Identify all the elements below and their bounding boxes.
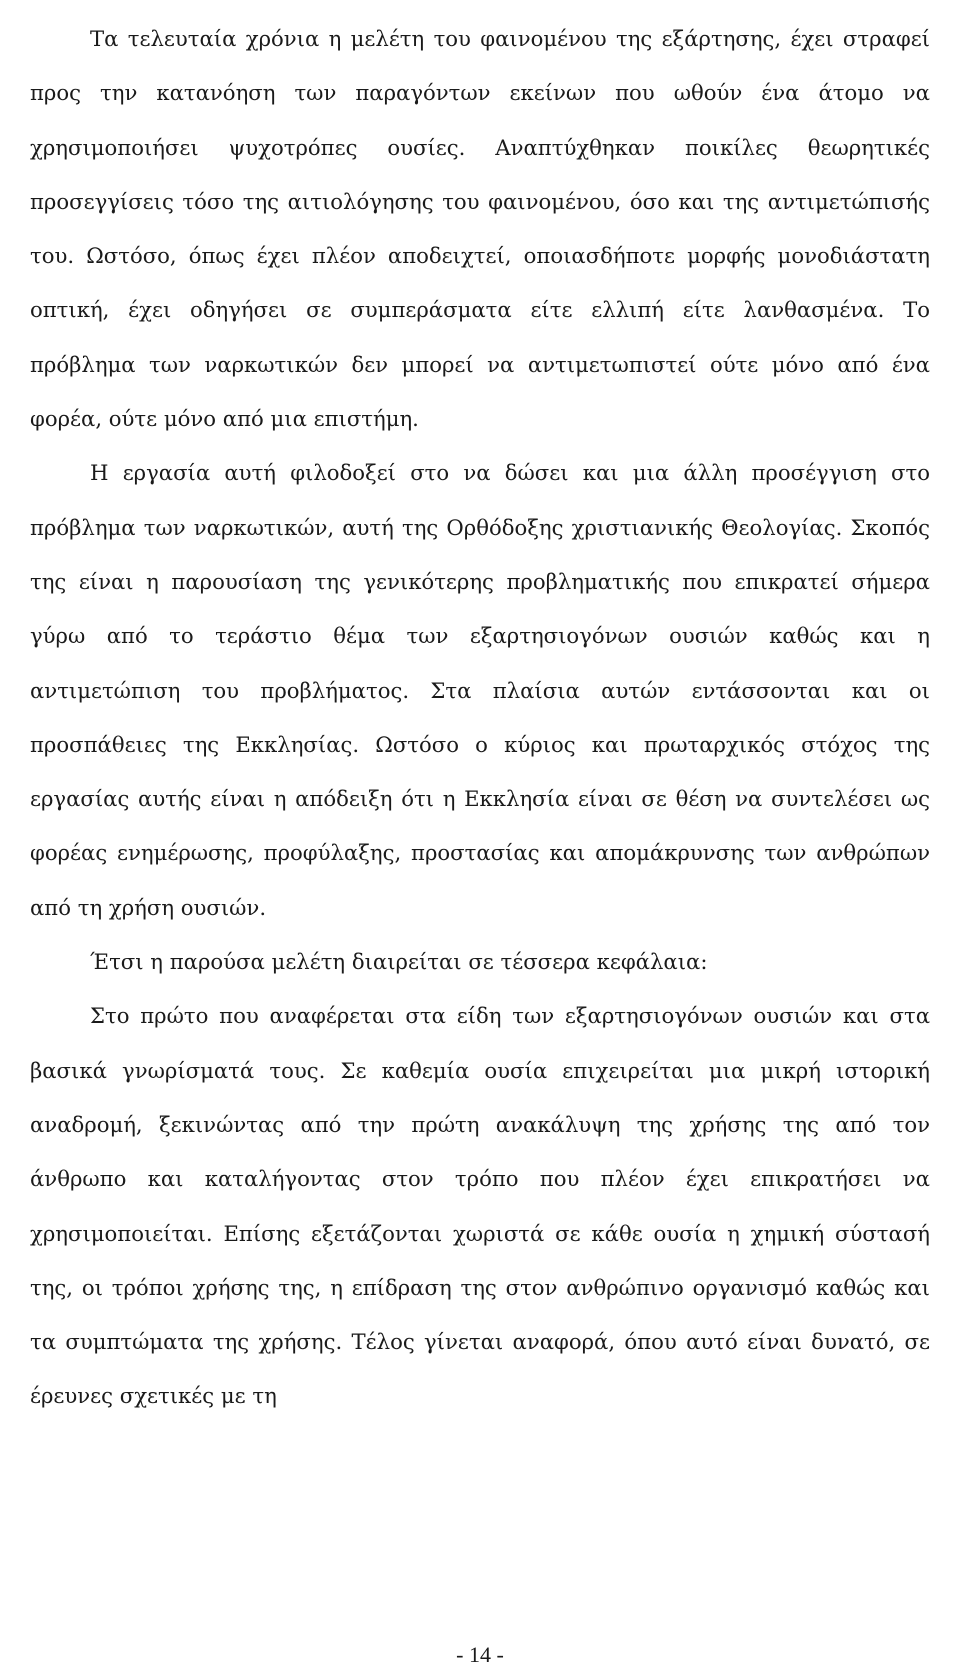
body-text [30,12,930,1424]
paragraph-chapter-one: Στο πρώτο που αναφέρεται στα είδη των εξαρτησιογόνων ουσιών και στα βασικά γνωρίσματά τους. Σε καθεμία ουσία επιχειρείται μια μικρή ιστορική αναδρομή, ξεκινώντας από την πρώτη ανακάλυψη της χρήσης της από τον άνθρωπο και καταλήγοντας στον τρόπο που πλέον έχει επικρατήσει να χρησιμοποιείται. Επίσης εξετάζονται χωριστά σε κάθε ουσία η χημική σύστασή της, οι τρόποι χρήσης της, η επίδραση της στον ανθρώπινο οργανισμό καθώς και τα συμπτώματα της χρήσης. Τέλος γίνεται αναφορά, όπου αυτό είναι δυνατό, σε έρευνες σχετικές με τη [30,1003,930,1409]
paragraph-structure: Έτσι η παρούσα μελέτη διαιρείται σε τέσσερα κεφάλαια: [90,949,708,975]
page-number: - 14 - [456,1642,504,1667]
paragraph-intro: Τα τελευταία χρόνια η μελέτη του φαινομένου της εξάρτησης, έχει στραφεί προς την κατανόηση των παραγόντων εκείνων που ωθούν ένα άτομο να χρησιμοποιήσει ψυχοτρόπες ουσίες. Αναπτύχθηκαν ποικίλες θεωρητικές προσεγγίσεις τόσο της αιτιολόγησης του φαινομένου, όσο και της αντιμετώπισής του. Ωστόσο, όπως έχει πλέον αποδειχτεί, οποιασδήποτε μορφής μονοδιάστατη οπτική, έχει οδηγήσει σε συμπεράσματα είτε ελλιπή είτε λανθασμένα. Το πρόβλημα των ναρκωτικών δεν μπορεί να αντιμετωπιστεί ούτε μόνο από ένα φορέα, ούτε μόνο από μια επιστήμη. [30,26,930,432]
paragraph-purpose: Η εργασία αυτή φιλοδοξεί στο να δώσει και μια άλλη προσέγγιση στο πρόβλημα των ναρκωτικών, αυτή της Ορθόδοξης χριστιανικής Θεολογίας. Σκοπός της είναι η παρουσίαση της γενικότερης προβληματικής που επικρατεί σήμερα γύρω από το τεράστιο θέμα των εξαρτησιογόνων ουσιών καθώς και η αντιμετώπιση του προβλήματος. Στα πλαίσια αυτών εντάσσονται και οι προσπάθειες της Εκκλησίας. Ωστόσο ο κύριος και πρωταρχικός στόχος της εργασίας αυτής είναι η απόδειξη ότι η Εκκλησία είναι σε θέση να συντελέσει ως φορέας ενημέρωσης, προφύλαξης, προστασίας και απομάκρυνσης των ανθρώπων από τη χρήση ουσιών. [30,460,930,920]
